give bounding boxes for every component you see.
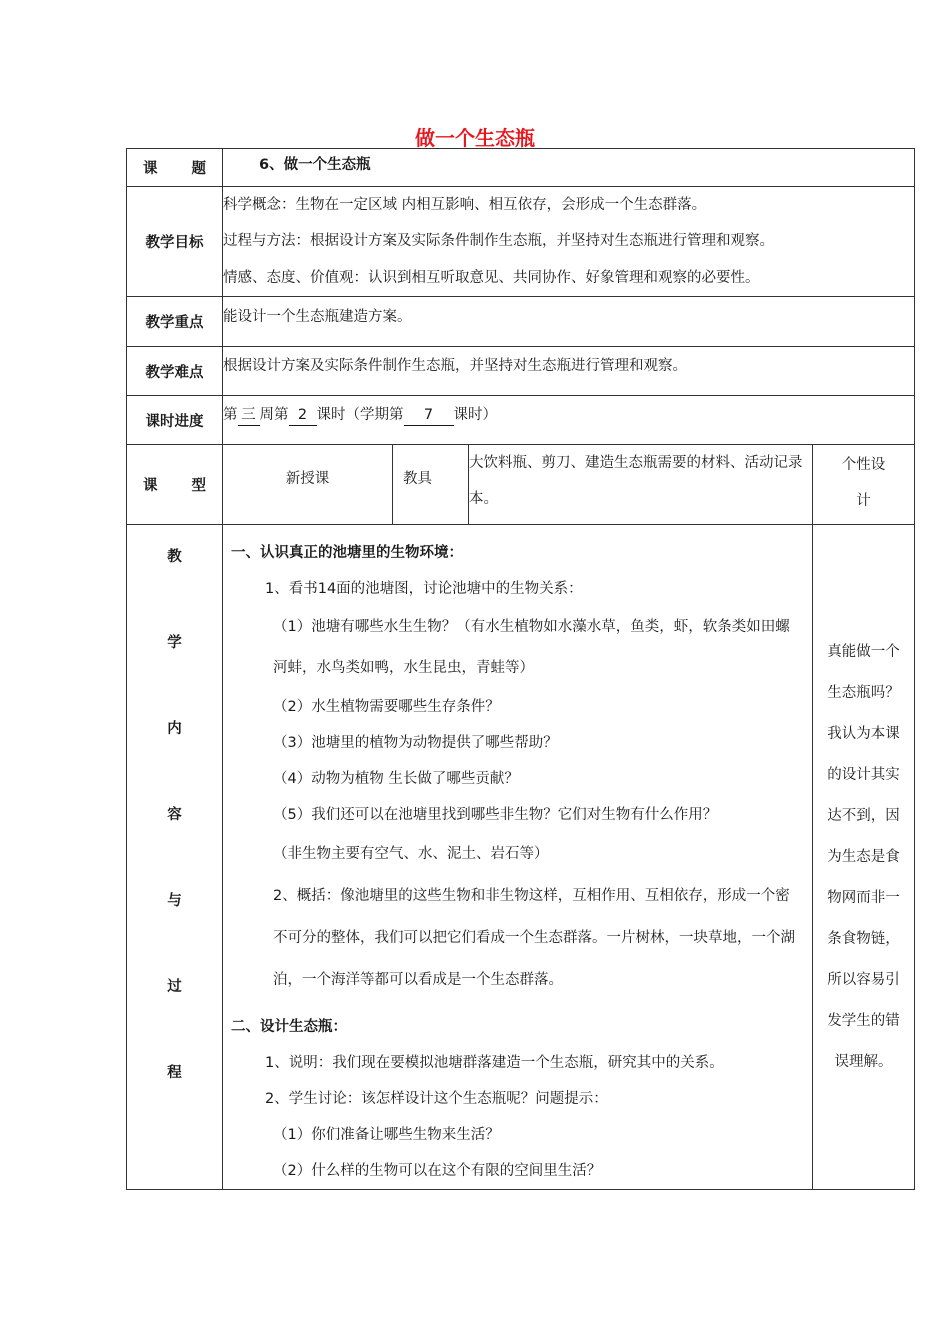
content-line: 1、看书14面的池塘图，讨论池塘中的生物关系： <box>265 581 583 597</box>
content-body <box>223 525 813 1190</box>
week-number: 三 <box>238 405 260 426</box>
topic-value: 6、做一个生态瓶 <box>223 149 915 187</box>
content-label-char: 教 <box>167 549 182 565</box>
section-heading: 二、设计生态瓶： <box>231 1019 347 1035</box>
difficulty-label: 教学难点 <box>127 347 223 396</box>
content-line: （4）动物为植物 生长做了哪些贡献？ <box>273 771 519 787</box>
content-line: 2、概括：像池塘里的这些生物和非生物这样，互相作用、互相依存，形成一个密不可分的整体，我们可以把它们看成一个生态群落。一片树林，一块草地，一个湖泊，一个海洋等都可以看成是一个生态群落。 <box>273 888 795 988</box>
goals-content <box>223 187 915 297</box>
lesson-plan-table <box>126 148 915 1190</box>
content-label-char: 程 <box>167 1065 182 1081</box>
section-heading: 一、认识真正的池塘里的生物环境： <box>231 545 463 561</box>
side-note: 真能做一个生态瓶吗？我认为本课的设计其实达不到，因为生态是食物网而非一条食物链，所以容易引发学生的错误理解。 <box>813 525 915 1190</box>
content-line: （非生物主要有空气、水、泥土、岩石等） <box>273 846 549 862</box>
content-line: （3）池塘里的植物为动物提供了哪些帮助？ <box>273 735 558 751</box>
schedule-text: 课时） <box>453 407 497 423</box>
type-label: 课 型 <box>143 478 206 494</box>
content-label-char: 过 <box>167 979 182 995</box>
content-line: 2、学生讨论：该怎样设计这个生态瓶呢？问题提示： <box>265 1091 608 1107</box>
difficulty-row <box>127 347 915 396</box>
topic-row <box>127 149 915 187</box>
design-label: 个性设计 <box>813 445 915 525</box>
page-title: 做一个生态瓶 <box>415 126 535 150</box>
content-label-char: 与 <box>167 893 182 909</box>
content-row <box>127 525 915 1190</box>
key-point-value: 能设计一个生态瓶建造方案。 <box>223 297 915 347</box>
type-row <box>127 445 915 525</box>
schedule-text: 课时（学期第 <box>316 407 404 423</box>
content-line: 1、说明：我们现在要模拟池塘群落建造一个生态瓶，研究其中的关系。 <box>265 1055 724 1071</box>
content-line: （1）池塘有哪些水生生物？（有水生植物如水藻水草，鱼类，虾，软条类如田螺河蚌，水鸟类如鸭，水生昆虫，青蛙等） <box>273 619 790 676</box>
term-lesson-number: 7 <box>404 405 454 426</box>
goals-label: 教学目标 <box>127 187 223 297</box>
schedule-row <box>127 396 915 445</box>
content-label <box>127 525 223 1190</box>
goal-line: 过程与方法：根据设计方案及实际条件制作生态瓶，并坚持对生态瓶进行管理和观察。 <box>223 233 774 250</box>
schedule-text: 第 <box>223 407 238 423</box>
tools-value: 大饮料瓶、剪刀、建造生态瓶需要的材料、活动记录本。 <box>469 445 813 525</box>
tools-label: 教具 <box>393 445 469 525</box>
difficulty-value: 根据设计方案及实际条件制作生态瓶，并坚持对生态瓶进行管理和观察。 <box>223 347 915 396</box>
schedule-label: 课时进度 <box>127 396 223 445</box>
content-line: （5）我们还可以在池塘里找到哪些非生物？它们对生物有什么作用？ <box>273 807 718 823</box>
key-point-row <box>127 297 915 347</box>
content-label-char: 内 <box>167 721 182 737</box>
lesson-number: 2 <box>289 405 317 426</box>
content-label-char: 容 <box>167 807 182 823</box>
goals-row <box>127 187 915 297</box>
topic-label: 课 题 <box>143 161 206 177</box>
content-line: （2）什么样的生物可以在这个有限的空间里生活？ <box>273 1163 602 1179</box>
type-value: 新授课 <box>223 445 393 525</box>
content-line: （1）你们准备让哪些生物来生活？ <box>273 1127 500 1143</box>
content-label-char: 学 <box>167 635 182 651</box>
key-point-label: 教学重点 <box>127 297 223 347</box>
content-line: （2）水生植物需要哪些生存条件？ <box>273 699 500 715</box>
goal-line: 情感、态度、价值观：认识到相互听取意见、共同协作、好象管理和观察的必要性。 <box>223 269 760 286</box>
schedule-text: 周第 <box>259 407 289 423</box>
schedule-value <box>223 396 915 445</box>
goal-line: 科学概念：生物在一定区域 内相互影响、相互依存，会形成一个生态群落。 <box>223 197 707 214</box>
